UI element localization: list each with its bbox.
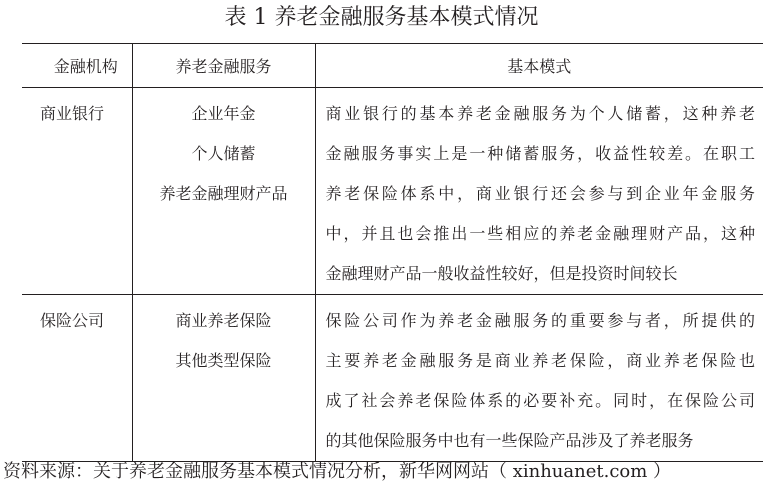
- source-note: 资料来源：关于养老金融服务基本模式情况分析，新华网网站（ xinhuanet.com ）: [3, 461, 672, 482]
- mode-text-line: 成了社会养老保险体系的必要补充。同时，在保险公司: [325, 391, 755, 410]
- header-institution: 金融机构: [22, 44, 132, 88]
- header-mode: 基本模式: [315, 44, 763, 88]
- service-item: 商业养老保险: [175, 311, 272, 330]
- service-item: 企业年金: [191, 104, 256, 123]
- services-cell: [132, 295, 315, 462]
- mode-text-line: 养老保险体系中，商业银行还会参与到企业年金服务: [325, 184, 755, 203]
- mode-text-line: 金融理财产品一般收益性较好，但是投资时间较长: [325, 264, 678, 283]
- service-item: 个人储蓄: [191, 144, 256, 163]
- table-row: [22, 295, 763, 462]
- mode-cell: [315, 295, 763, 462]
- mode-text-line: 商业银行的基本养老金融服务为个人储蓄，这种养老: [325, 104, 755, 123]
- service-item: 其他类型保险: [175, 351, 272, 370]
- mode-text-line: 的其他保险服务中也有一些保险产品涉及了养老服务: [325, 431, 694, 450]
- table-header-row: [22, 44, 763, 88]
- institution-cell: 保险公司: [22, 295, 132, 462]
- table-title: 表 1 养老金融服务基本模式情况: [224, 5, 539, 30]
- services-cell: [132, 88, 315, 295]
- mode-cell: [315, 88, 763, 295]
- mode-text-line: 金融服务事实上是一种储蓄服务，收益性较差。在职工: [325, 144, 755, 163]
- service-item: 养老金融理财产品: [159, 184, 288, 203]
- modes-table: [22, 43, 763, 462]
- mode-text-line: 保险公司作为养老金融服务的重要参与者，所提供的: [325, 311, 755, 330]
- header-services: 养老金融服务: [132, 44, 315, 88]
- table-row: [22, 88, 763, 295]
- institution-cell: 商业银行: [22, 88, 132, 295]
- mode-text-line: 中，并且也会推出一些相应的养老金融理财产品，这种: [325, 224, 755, 243]
- mode-text-line: 主要养老金融服务是商业养老保险，商业养老保险也: [325, 351, 755, 370]
